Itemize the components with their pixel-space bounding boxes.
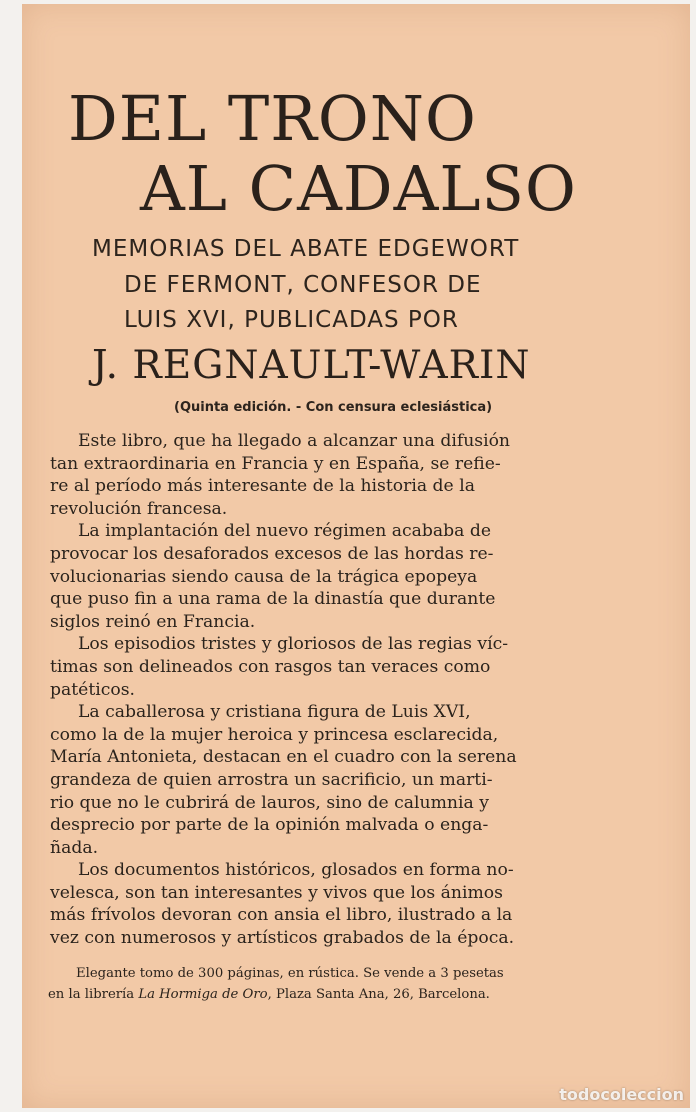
body-line: Los episodios tristes y gloriosos de las regias víc-	[78, 634, 509, 655]
body-line: más frívolos devoran con ansia el libro, ilustrado a la	[50, 905, 513, 926]
body-line: Este libro, que ha llegado a alcanzar una difusión	[78, 431, 511, 451]
body-line: ñada.	[50, 837, 99, 858]
body-text	[50, 430, 615, 950]
body-line: que puso fin a una rama de la dinastía que durante	[50, 589, 496, 610]
body-line: provocar los desaforados excesos de las hordas re-	[50, 543, 494, 564]
author-name: J. REGNAULT-WARIN	[92, 343, 531, 388]
body-line: patéticos.	[50, 679, 135, 700]
body-line: vez con numerosos y artísticos grabados de la época.	[50, 928, 515, 949]
watermark: todocoleccion	[559, 1085, 684, 1104]
body-line: rio que no le cubrirá de lauros, sino de calumnia y	[50, 792, 489, 813]
body-line: re al período más interesante de la historia de la	[50, 476, 475, 497]
body-line: La caballerosa y cristiana figura de Luis XVI,	[78, 702, 471, 723]
body-line: velesca, son tan interesantes y vivos que los ánimos	[50, 882, 503, 903]
edition-note: (Quinta edición. - Con censura eclesiástica)	[174, 400, 493, 415]
footer-line-2	[48, 984, 608, 1005]
footer-note	[48, 963, 608, 1005]
subtitle-line-2: DE FERMONT, CONFESOR DE	[124, 272, 482, 298]
body-line: volucionarias siendo causa de la trágica epopeya	[50, 566, 478, 587]
subtitle-line-1: MEMORIAS DEL ABATE EDGEWORT	[92, 236, 520, 262]
body-line: tan extraordinaria en Francia y en España, se refie-	[50, 453, 501, 474]
body-line: grandeza de quien arrostra un sacrificio, un marti-	[50, 769, 493, 790]
shop-name: La Hormiga de Oro	[138, 987, 268, 1002]
body-line: revolución francesa.	[50, 498, 228, 519]
body-line: La implantación del nuevo régimen acababa de	[78, 521, 492, 542]
body-line: Los documentos históricos, glosados en forma no-	[78, 860, 514, 881]
body-line: siglos reinó en Francia.	[50, 611, 256, 632]
title-line-1: DEL TRONO	[68, 82, 477, 155]
body-line: timas son delineados con rasgos tan veraces como	[50, 656, 491, 677]
body-line: desprecio por parte de la opinión malvada o enga-	[50, 815, 489, 836]
body-line: como la de la mujer heroica y princesa esclarecida,	[50, 724, 499, 745]
body-line: María Antonieta, destacan en el cuadro con la serena	[50, 747, 517, 768]
footer-line-2-prefix: en la librería	[48, 987, 139, 1002]
footer-line-2-suffix: , Plaza Santa Ana, 26, Barcelona.	[267, 987, 490, 1002]
subtitle-line-3: LUIS XVI, PUBLICADAS POR	[124, 307, 459, 333]
footer-line-1: Elegante tomo de 300 páginas, en rústica. Se vende a 3 pesetas	[76, 966, 504, 981]
title-line-2: AL CADALSO	[140, 152, 577, 225]
